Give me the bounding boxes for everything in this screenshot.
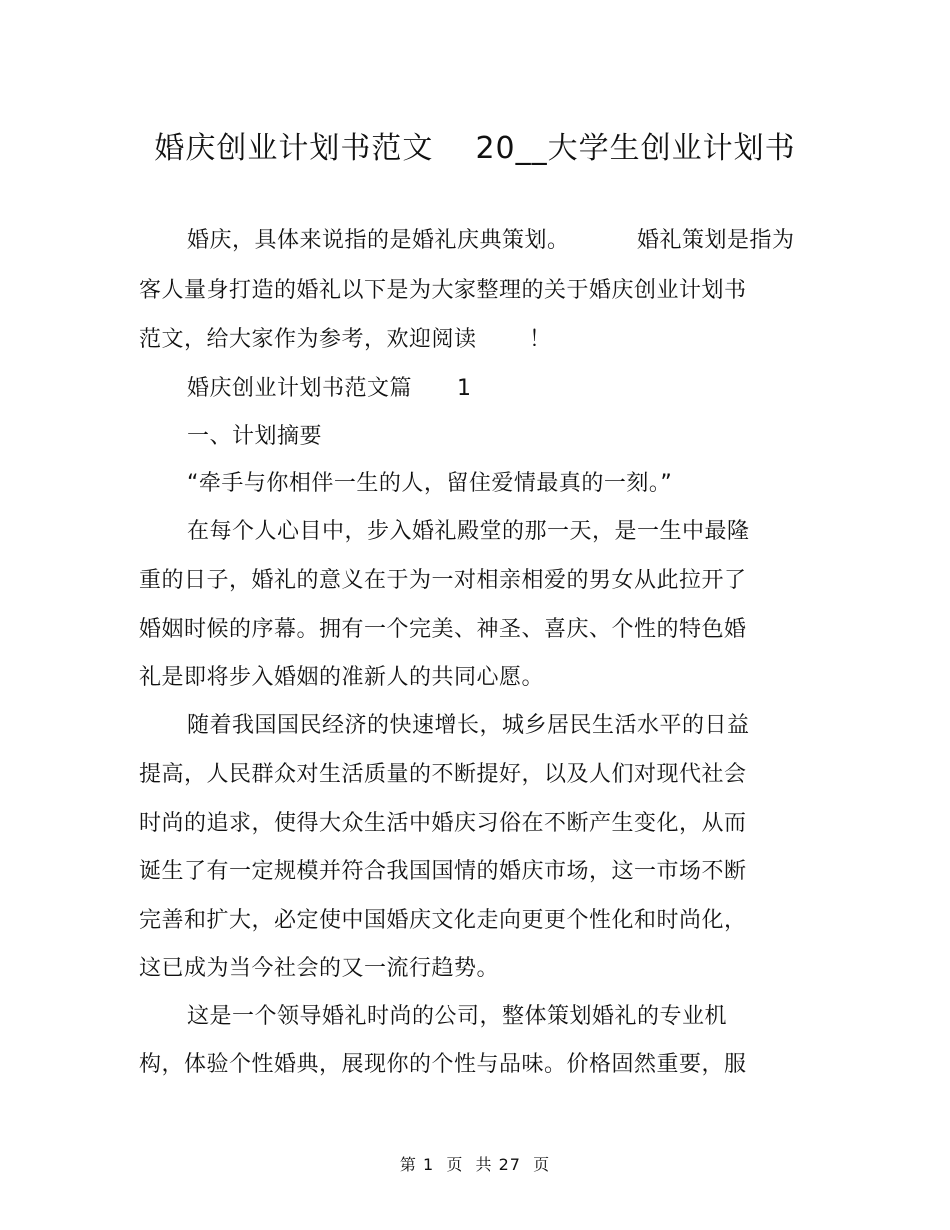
- text-line: 提高，人民群众对生活质量的不断提好，以及人们对现代社会: [139, 762, 747, 787]
- text-line: 婚庆，具体来说指的是婚礼庆典策划。 婚礼策划是指为: [187, 228, 795, 253]
- text-line: 时尚的追求，使得大众生活中婚庆习俗在不断产生变化，从而: [139, 811, 747, 836]
- text-line: 完善和扩大，必定使中国婚庆文化走向更更个性化和时尚化，: [139, 908, 747, 933]
- text-line: 客人量身打造的婚礼以下是为大家整理的关于婚庆创业计划书: [139, 278, 747, 303]
- document-title: 婚庆创业计划书范文 20__大学生创业计划书: [154, 131, 796, 166]
- text-line: 构，体验个性婚典，展现你的个性与品味。价格固然重要，服: [139, 1052, 747, 1077]
- text-line: “牵手与你相伴一生的人，留住爱情最真的一刻。”: [187, 471, 673, 496]
- section-heading: 一、计划摘要: [187, 424, 323, 449]
- text-line: 诞生了有一定规模并符合我国国情的婚庆市场，这一市场不断: [139, 859, 747, 884]
- text-line: 婚姻时候的序幕。拥有一个完美、神圣、喜庆、个性的特色婚: [139, 617, 747, 642]
- text-line: 重的日子，婚礼的意义在于为一对相亲相爱的男女从此拉开了: [139, 568, 747, 593]
- text-line: 这已成为当今社会的又一流行趋势。: [139, 956, 500, 981]
- text-line: 范文，给大家作为参考，欢迎阅读 ！: [139, 327, 552, 352]
- text-line: 礼是即将步入婚姻的准新人的共同心愿。: [139, 665, 545, 690]
- text-line: 这是一个领导婚礼时尚的公司，整体策划婚礼的专业机: [187, 1004, 728, 1029]
- text-line: 婚庆创业计划书范文篇 1: [187, 376, 472, 401]
- text-line: 随着我国国民经济的快速增长，城乡居民生活水平的日益: [187, 713, 750, 738]
- page-number-footer: 第 1 页 共 27 页: [399, 1155, 551, 1174]
- text-line: 在每个人心目中，步入婚礼殿堂的那一天，是一生中最隆: [187, 519, 750, 544]
